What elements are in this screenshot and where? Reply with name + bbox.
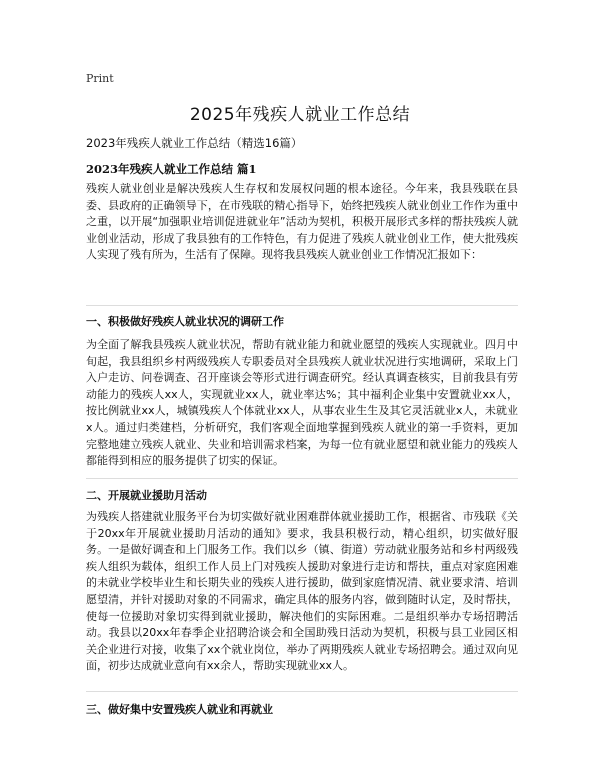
- section-divider: [86, 305, 518, 306]
- intro-paragraph: 残疾人就业创业是解决残疾人生存权和发展权问题的根本途径。今年来，我县残联在县委、县政府的正确领导下，在市残联的精心指导下，始终把残疾人就业创业工作作为重中之重，以开展“加强职业培训促进就业年”活动为契机，积极开展形式多样的帮扶残疾人就业创业活动，形成了我县独有的工作特色，有力促进了残疾人就业创业工作，使大批残疾人实现了残有所为，生活有了保障。现将我县残疾人就业创业工作情况汇报如下：: [86, 182, 518, 262]
- section-2-title: 二、开展就业援助月活动: [86, 489, 207, 502]
- document-title: 2025年残疾人就业工作总结: [189, 105, 411, 125]
- section-2-body: 为残疾人搭建就业服务平台为切实做好就业困难群体就业援助工作，根据省、市残联《关于20xx年开展就业援助月活动的通知》要求，我县积极行动，精心组织，切实做好服务。一是做好调查和上门服务工作。我们以乡（镇、街道）劳动就业服务站和乡村两级残疾人组织为载体，组织工作人员上门对残疾人援助对象进行走访和帮扶，重点对家庭困难的未就业学校毕业生和长期失业的残疾人进行援助，做到家庭情况清、就业要求清、培训愿望清，并针对援助对象的不同需求，确定具体的服务内容，做到随时认定，及时帮扶，使每一位援助对象切实得到就业援助，解决他们的实际困难。二是组织举办专场招聘活动。我县以20xx年春季企业招聘洽谈会和全国助残日活动为契机，积极与县工业园区相关企业进行对接，收集了xx个就业岗位，举办了两期残疾人就业专场招聘会。通过双向见面，初步达成就业意向有xx余人，帮助实现就业xx人。: [86, 510, 518, 673]
- document-subtitle: 2023年残疾人就业工作总结（精选16篇）: [86, 136, 303, 150]
- print-link[interactable]: Print: [86, 72, 114, 85]
- section-divider: [86, 691, 518, 692]
- section-1-body: 为全面了解我县残疾人就业状况，帮助有就业能力和就业愿望的残疾人实现就业。四月中旬起，我县组织乡村两级残疾人专职委员对全县残疾人就业状况进行实地调研，采取上门入户走访、问卷调查、召开座谈会等形式进行调查研究。经认真调查核实，目前我县有劳动能力的残疾人xx人，实现就业xx人，就业率达%；其中福利企业集中安置就业xx人，按比例就业xx人，城镇残疾人个体就业xx人，从事农业生生及其它灵活就业x人，未就业x人。通过归类建档，分析研究，我们客观全面地掌握到残疾人就业的第一手资料，更加完整地建立残疾人就业、失业和培训需求档案，为每一位有就业愿望和就业能力的残疾人都能得到相应的服务提供了切实的保证。: [86, 338, 518, 468]
- section-3-title: 三、做好集中安置残疾人就业和再就业: [86, 703, 273, 716]
- section-1-title: 一、积极做好残疾人就业状况的调研工作: [86, 315, 284, 328]
- article-heading: 2023年残疾人就业工作总结 篇1: [86, 162, 257, 176]
- section-divider: [86, 478, 518, 479]
